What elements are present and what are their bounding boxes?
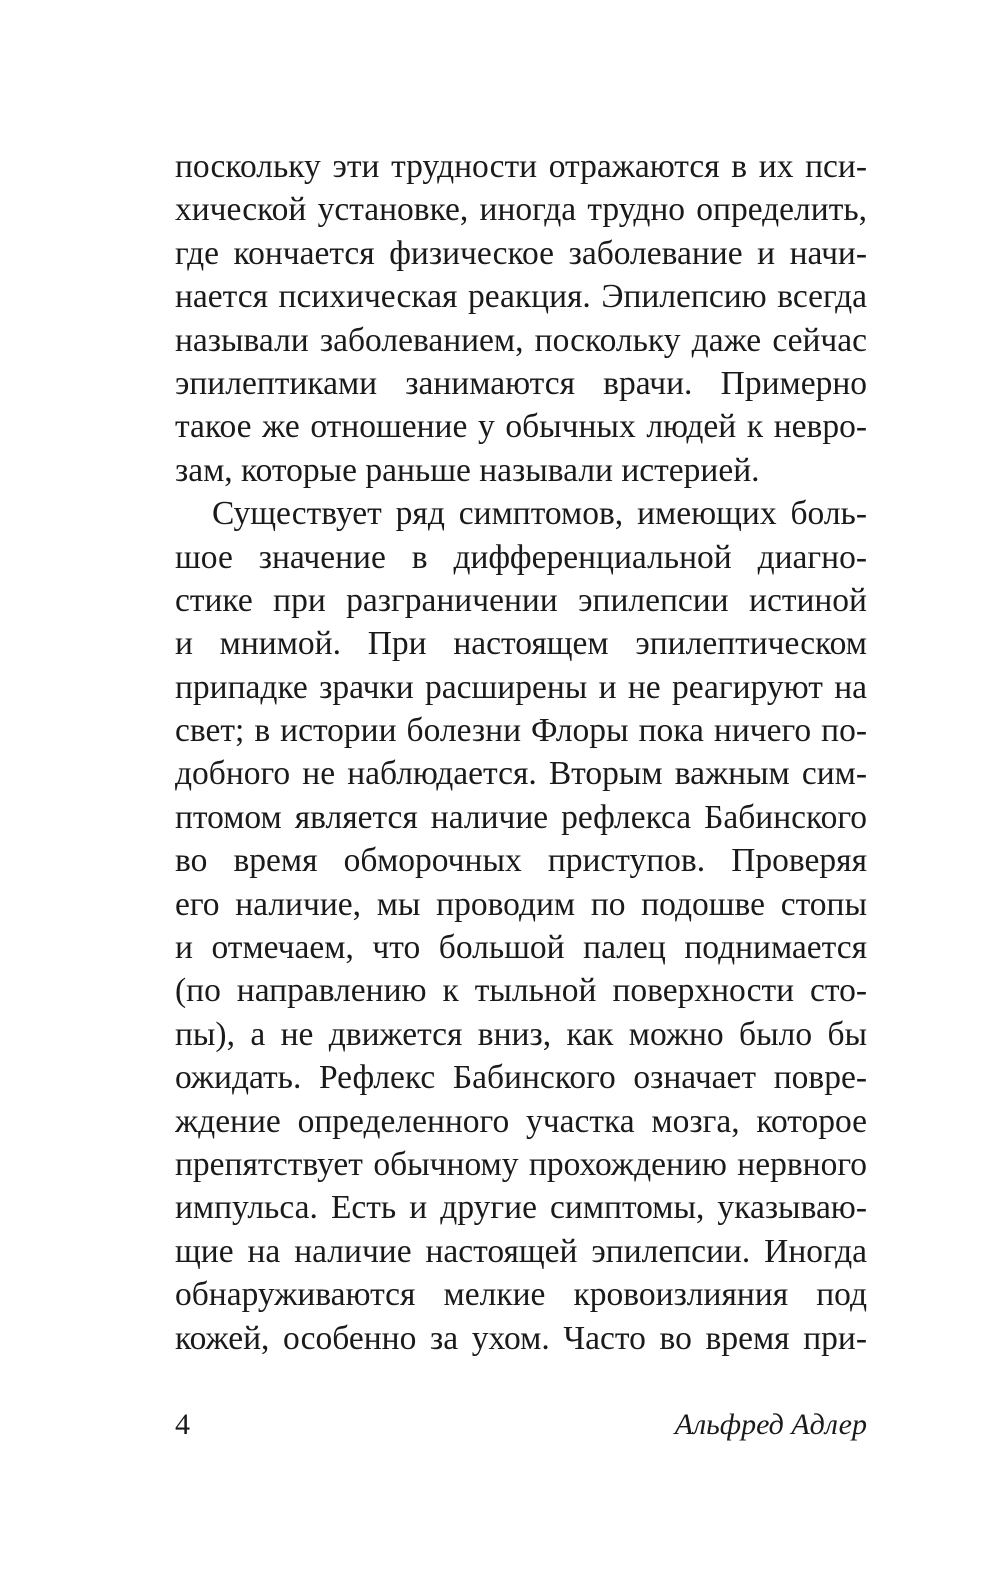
text-line: ждение определенного участка мозга, которое bbox=[175, 1102, 867, 1140]
text-line: шое значение в дифференциальной диагно- bbox=[175, 538, 867, 576]
text-line: пы), а не движется вниз, как можно было бы bbox=[175, 1015, 867, 1053]
text-line: импульса. Есть и другие симптомы, указываю- bbox=[175, 1189, 867, 1227]
text-line: добного не наблюдается. Вторым важным сим- bbox=[175, 755, 867, 793]
text-line: называли заболеванием, поскольку даже сейчас bbox=[175, 321, 867, 359]
body-text bbox=[175, 145, 867, 1360]
running-head-author: Альфред Адлер bbox=[674, 1408, 867, 1441]
text-line: где кончается физическое заболевание и начи- bbox=[175, 234, 867, 272]
paragraph bbox=[175, 492, 867, 1360]
text-line: щие на наличие настоящей эпилепсии. Иногда bbox=[175, 1232, 867, 1270]
text-line: зам, которые раньше называли истерией. bbox=[175, 451, 760, 489]
text-line: и мнимой. При настоящем эпилептическом bbox=[175, 625, 867, 663]
text-line: припадке зрачки расширены и не реагируют на bbox=[175, 668, 867, 706]
paragraph bbox=[175, 145, 867, 492]
text-line: эпилептиками занимаются врачи. Примерно bbox=[175, 364, 867, 402]
text-line: во время обморочных приступов. Проверяя bbox=[175, 842, 867, 880]
text-line: (по направлению к тыльной поверхности сто- bbox=[175, 972, 867, 1010]
text-line: такое же отношение у обычных людей к невро- bbox=[175, 408, 867, 446]
text-line: стике при разграничении эпилепсии истиной bbox=[175, 581, 867, 619]
page-footer bbox=[175, 1403, 867, 1447]
text-line: свет; в истории болезни Флоры пока ничего по- bbox=[175, 712, 867, 750]
text-line: поскольку эти трудности отражаются в их пси- bbox=[175, 148, 867, 185]
text-line: хической установке, иногда трудно определить, bbox=[175, 191, 867, 229]
text-line: Существует ряд симптомов, имеющих боль- bbox=[212, 495, 867, 533]
text-line: его наличие, мы проводим по подошве стопы bbox=[175, 885, 867, 923]
text-line: и отмечаем, что большой палец поднимается bbox=[175, 929, 867, 967]
text-line: ожидать. Рефлекс Бабинского означает повре- bbox=[175, 1059, 867, 1097]
text-line: обнаруживаются мелкие кровоизлияния под bbox=[175, 1276, 867, 1314]
text-line: нается психическая реакция. Эпилепсию всегда bbox=[175, 278, 867, 316]
page-number: 4 bbox=[175, 1408, 190, 1441]
text-line: кожей, особенно за ухом. Часто во время при- bbox=[175, 1319, 867, 1357]
text-line: птомом является наличие рефлекса Бабинского bbox=[175, 798, 867, 836]
text-line: препятствует обычному прохождению нервного bbox=[175, 1145, 867, 1183]
